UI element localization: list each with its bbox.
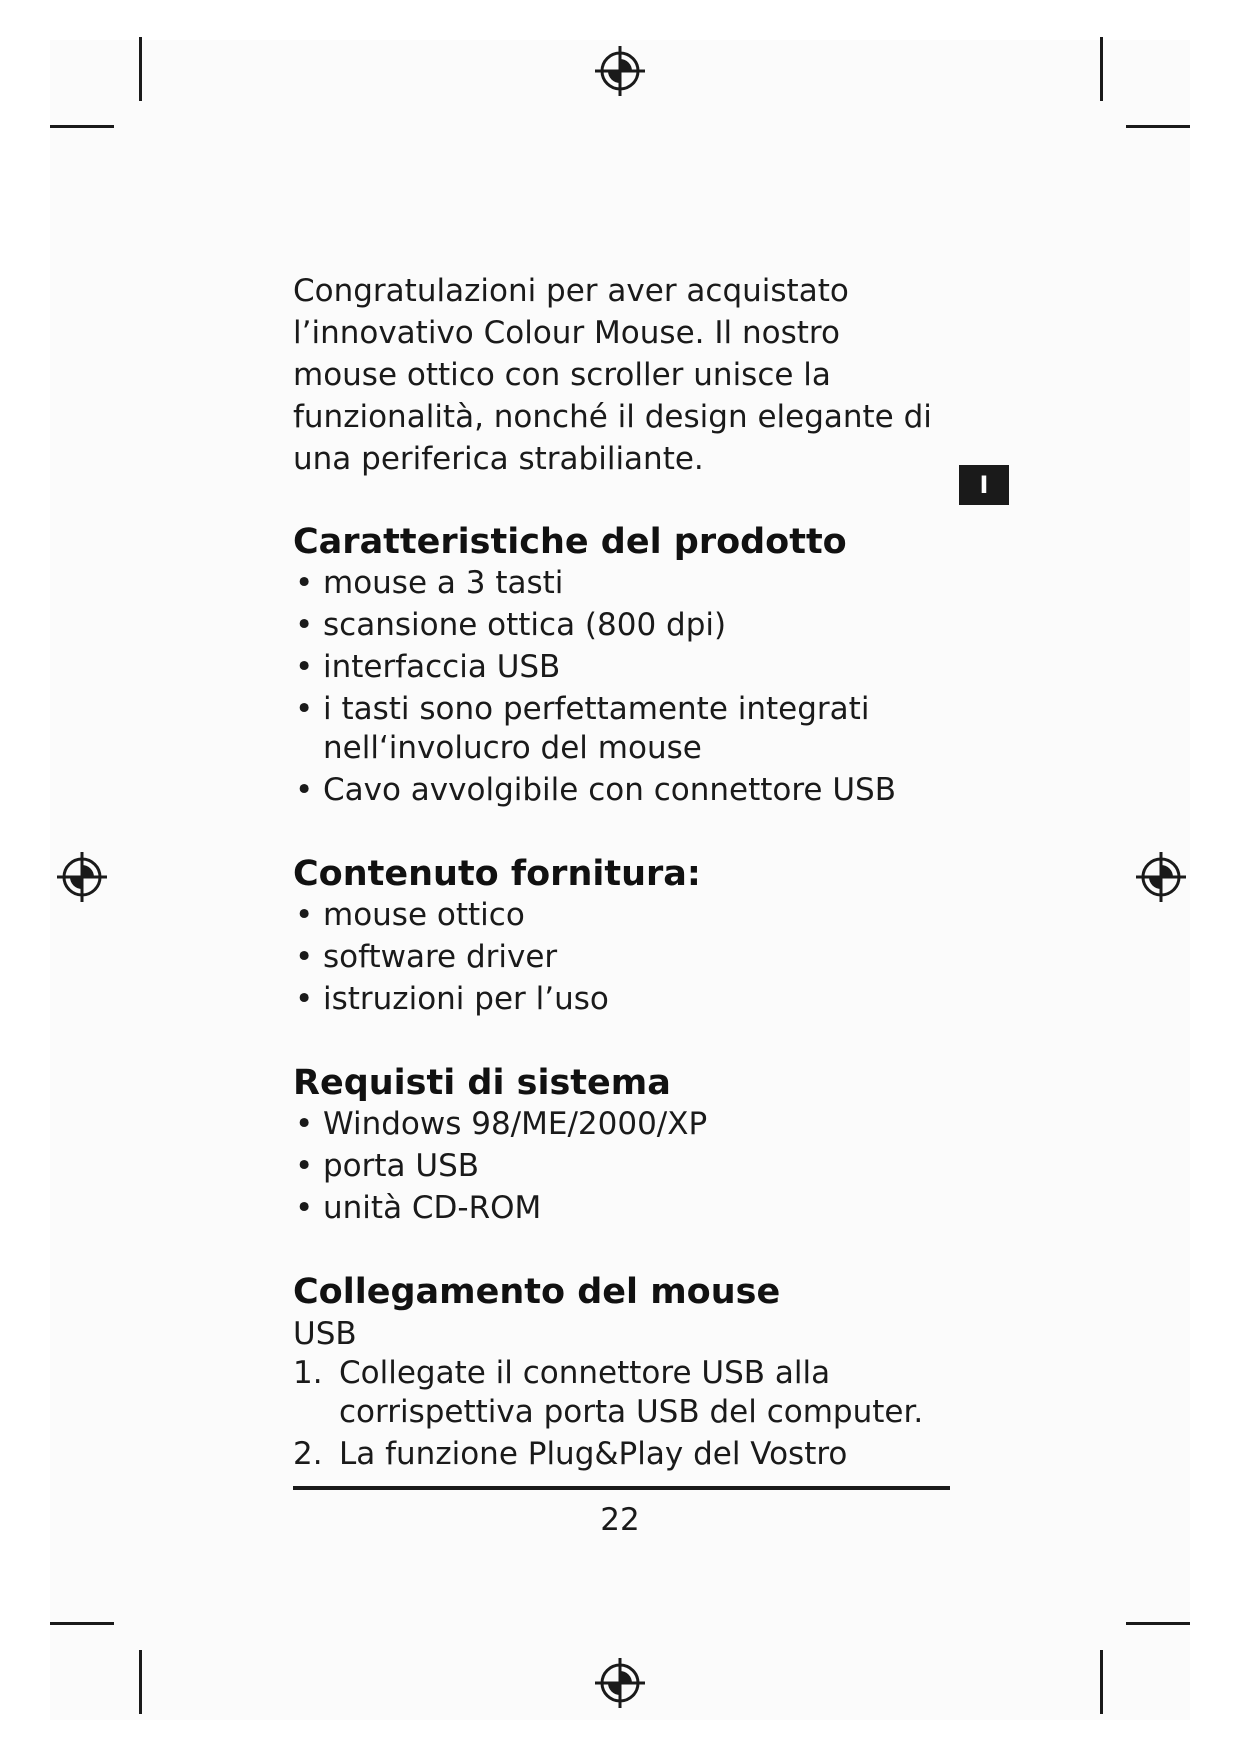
list-item: • mouse ottico bbox=[293, 896, 953, 935]
crop-mark bbox=[139, 1650, 142, 1714]
connection-subheading: USB bbox=[293, 1316, 357, 1352]
registration-mark-icon bbox=[55, 850, 109, 904]
list-item: • interfaccia USB bbox=[293, 648, 953, 687]
step-text: Collegate il connettore USB alla corrispettiva porta USB del computer. bbox=[339, 1355, 924, 1430]
contents-heading: Contenuto fornitura: bbox=[293, 854, 701, 894]
features-list bbox=[293, 564, 953, 810]
intro-paragraph: Congratulazioni per aver acquistato l’innovativo Colour Mouse. Il nostro mouse ottico con scroller unisce la funzionalità, nonché il design elegante di una periferica strabiliante. bbox=[293, 273, 932, 477]
registration-mark-icon bbox=[593, 44, 647, 98]
list-item: • mouse a 3 tasti bbox=[293, 564, 953, 603]
registration-mark-icon bbox=[593, 1656, 647, 1710]
requirements-heading: Requisti di sistema bbox=[293, 1063, 671, 1103]
crop-mark bbox=[50, 1622, 114, 1625]
connection-section bbox=[293, 1270, 953, 1474]
page-content bbox=[293, 270, 953, 1477]
requirements-list bbox=[293, 1105, 953, 1228]
crop-mark bbox=[1100, 1650, 1103, 1714]
crop-mark bbox=[1100, 37, 1103, 101]
list-item: • Cavo avvolgibile con connettore USB bbox=[293, 771, 953, 810]
crop-mark bbox=[139, 37, 142, 101]
list-item: • i tasti sono perfettamente integrati nell‘involucro del mouse bbox=[293, 690, 953, 768]
crop-mark bbox=[50, 125, 114, 128]
connection-steps bbox=[293, 1354, 953, 1474]
list-item: • software driver bbox=[293, 938, 953, 977]
list-item: • unità CD-ROM bbox=[293, 1189, 953, 1228]
step-text: La funzione Plug&Play del Vostro bbox=[339, 1436, 848, 1472]
connection-heading: Collegamento del mouse bbox=[293, 1272, 781, 1312]
page-number: 22 bbox=[600, 1502, 640, 1538]
step-item bbox=[293, 1435, 953, 1474]
list-item: • scansione ottica (800 dpi) bbox=[293, 606, 953, 645]
registration-mark-icon bbox=[1134, 850, 1188, 904]
contents-section bbox=[293, 852, 953, 1019]
requirements-section bbox=[293, 1061, 953, 1228]
list-item: • porta USB bbox=[293, 1147, 953, 1186]
crop-mark bbox=[1126, 125, 1190, 128]
crop-mark bbox=[1126, 1622, 1190, 1625]
step-number: 1. bbox=[293, 1355, 323, 1391]
list-item: • Windows 98/ME/2000/XP bbox=[293, 1105, 953, 1144]
features-heading: Caratteristiche del prodotto bbox=[293, 522, 847, 562]
contents-list bbox=[293, 896, 953, 1019]
footer-rule bbox=[293, 1486, 950, 1490]
step-number: 2. bbox=[293, 1436, 323, 1472]
features-section bbox=[293, 520, 953, 810]
language-tab: I bbox=[959, 465, 1009, 505]
step-item bbox=[293, 1354, 953, 1432]
list-item: • istruzioni per l’uso bbox=[293, 980, 953, 1019]
